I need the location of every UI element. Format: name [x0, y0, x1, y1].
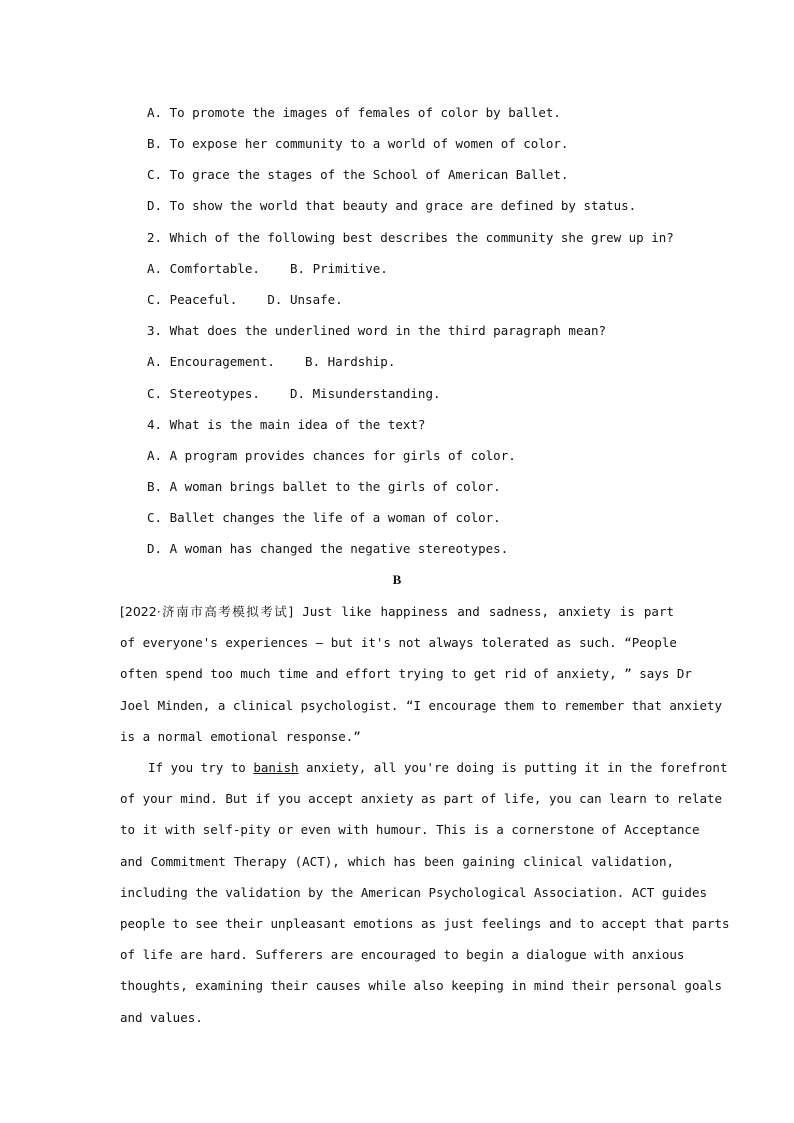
paragraph-line — [120, 752, 728, 783]
paragraph-line: and values. — [120, 1009, 203, 1025]
q2-options-row1: A. Comfortable. B. Primitive. — [147, 261, 388, 276]
q4-option-d: D. A woman has changed the negative stereotypes. — [147, 541, 509, 556]
q2-stem: 2. Which of the following best describes the community she grew up in? — [147, 230, 674, 245]
paragraph-2-lead: If you try to — [148, 760, 254, 775]
paragraph-line: of everyone's experiences — but it's not always tolerated as such. “People — [120, 635, 677, 651]
q4-option-b: B. A woman brings ballet to the girls of color. — [147, 479, 501, 494]
q1-option-d: D. To show the world that beauty and grace are defined by status. — [147, 198, 637, 213]
paragraph-line: Joel Minden, a clinical psychologist. “I encourage them to remember that anxiety — [120, 697, 723, 713]
q4-option-c: C. Ballet changes the life of a woman of color. — [147, 510, 501, 525]
paragraph-line: often spend too much time and effort trying to get rid of anxiety, ” says Dr — [120, 666, 692, 682]
paragraph-2-lead-rest: anxiety, all you're doing is putting it in the forefront — [298, 760, 728, 775]
paragraph-line: is a normal emotional response.” — [120, 728, 361, 744]
paragraph-2 — [120, 752, 730, 1033]
q1-option-b: B. To expose her community to a world of women of color. — [147, 136, 569, 151]
underlined-word: banish — [253, 760, 299, 775]
source-citation: [2022·济南市高考模拟考试] — [120, 604, 294, 619]
paragraph-1-line-1-text: Just like happiness and sadness, anxiety is part — [293, 604, 674, 619]
section-heading: B — [392, 572, 402, 587]
paragraph-1 — [120, 596, 723, 752]
q4-stem: 4. What is the main idea of the text? — [147, 417, 426, 432]
q3-stem: 3. What does the underlined word in the third paragraph mean? — [147, 323, 607, 338]
paragraph-line — [120, 596, 674, 627]
paragraph-line: of life are hard. Sufferers are encouraged to begin a dialogue with anxious — [120, 947, 685, 963]
q3-options-row2: C. Stereotypes. D. Misunderstanding. — [147, 386, 441, 401]
q2-options-row2: C. Peaceful. D. Unsafe. — [147, 292, 343, 307]
paragraph-line: people to see their unpleasant emotions as just feelings and to accept that parts — [120, 915, 730, 931]
q3-options-row1: A. Encouragement. B. Hardship. — [147, 354, 396, 369]
q1-option-c: C. To grace the stages of the School of American Ballet. — [147, 167, 569, 182]
paragraph-line: including the validation by the American Psychological Association. ACT guides — [120, 884, 707, 900]
paragraph-line: and Commitment Therapy (ACT), which has been gaining clinical validation, — [120, 853, 674, 869]
paragraph-line: of your mind. But if you accept anxiety as part of life, you can learn to relate — [120, 791, 723, 807]
q1-option-a: A. To promote the images of females of color by ballet. — [147, 105, 561, 120]
paragraph-line: thoughts, examining their causes while also keeping in mind their personal goals — [120, 978, 723, 994]
q4-option-a: A. A program provides chances for girls of color. — [147, 448, 516, 463]
paragraph-line: to it with self-pity or even with humour. This is a cornerstone of Acceptance — [120, 822, 700, 838]
